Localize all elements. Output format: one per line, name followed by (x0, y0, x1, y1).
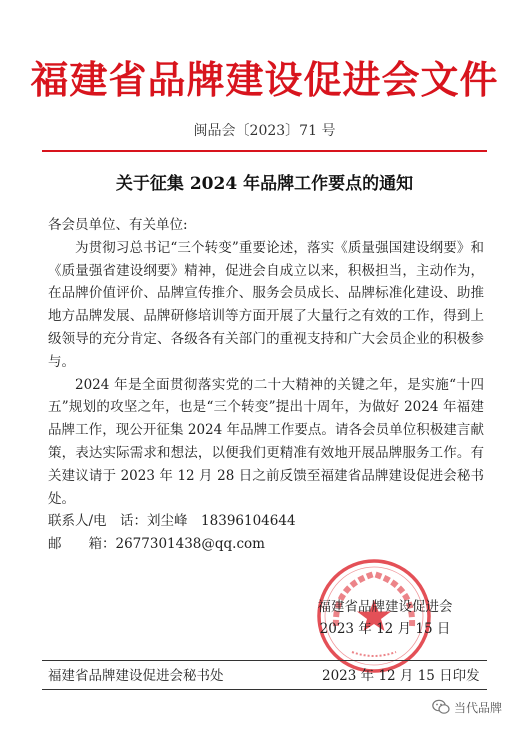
footer-issuer: 福建省品牌建设促进会秘书处 (48, 668, 224, 684)
org-header-title: 福建省品牌建设促进会文件 (30, 58, 499, 102)
document-number: 闽品会〔2023〕71 号 (193, 123, 336, 139)
salutation: 各会员单位、有关单位: (48, 217, 188, 233)
wechat-logo-icon (432, 699, 450, 715)
signature-org: 福建省品牌建设促进会 (317, 599, 453, 615)
contact-line: 联系人/电 话：刘尘峰 18396104644 (48, 513, 296, 530)
notice-body (48, 214, 484, 556)
watermark-label: 当代品牌 (454, 700, 503, 715)
wechat-watermark (432, 697, 502, 717)
header-red-divider (42, 150, 487, 152)
email-line: 邮 箱：2677301438@qq.com (48, 536, 265, 553)
signature-date: 2023 年 12 月 15 日 (319, 621, 451, 637)
signature-block (300, 596, 470, 640)
footer-issue-date: 2023 年 12 月 15 日印发 (322, 668, 480, 684)
footer-divider-bottom (42, 689, 487, 690)
notice-title: 关于征集 2024 年品牌工作要点的通知 (115, 174, 414, 194)
footer-divider-top (42, 660, 487, 661)
body-paragraph-1: 为贯彻习总书记“三个转变”重要论述，落实《质量强国建设纲要》和《质量强省建设纲要》精神，促进会自成立以来，积极担当，主动作为，在品牌价值评价、品牌宣传推介、服务会员成长、品牌标准化建设、助推地方品牌发展、品牌研修培训等方面开展了大量行之有效的工作，得到上级领导的充分肯定、各级各有关部门的重视支持和广大会员企业的积极参与。 (48, 239, 484, 370)
body-paragraph-2: 2024 年是全面贯彻落实党的二十大精神的关键之年，是实施“十四五”规划的攻坚之年，也是“三个转变”提出十周年，为做好 2024 年福建品牌工作，现公开征集 2024 年品牌工作要点。请各会员单位积极建言献策，表达实际需求和想法，以便我们更精准有效地开展品牌服务工作。有关建议请于 2023 年 12 月 28 日之前反馈至福建省品牌建设促进会秘书处。 (48, 376, 484, 507)
